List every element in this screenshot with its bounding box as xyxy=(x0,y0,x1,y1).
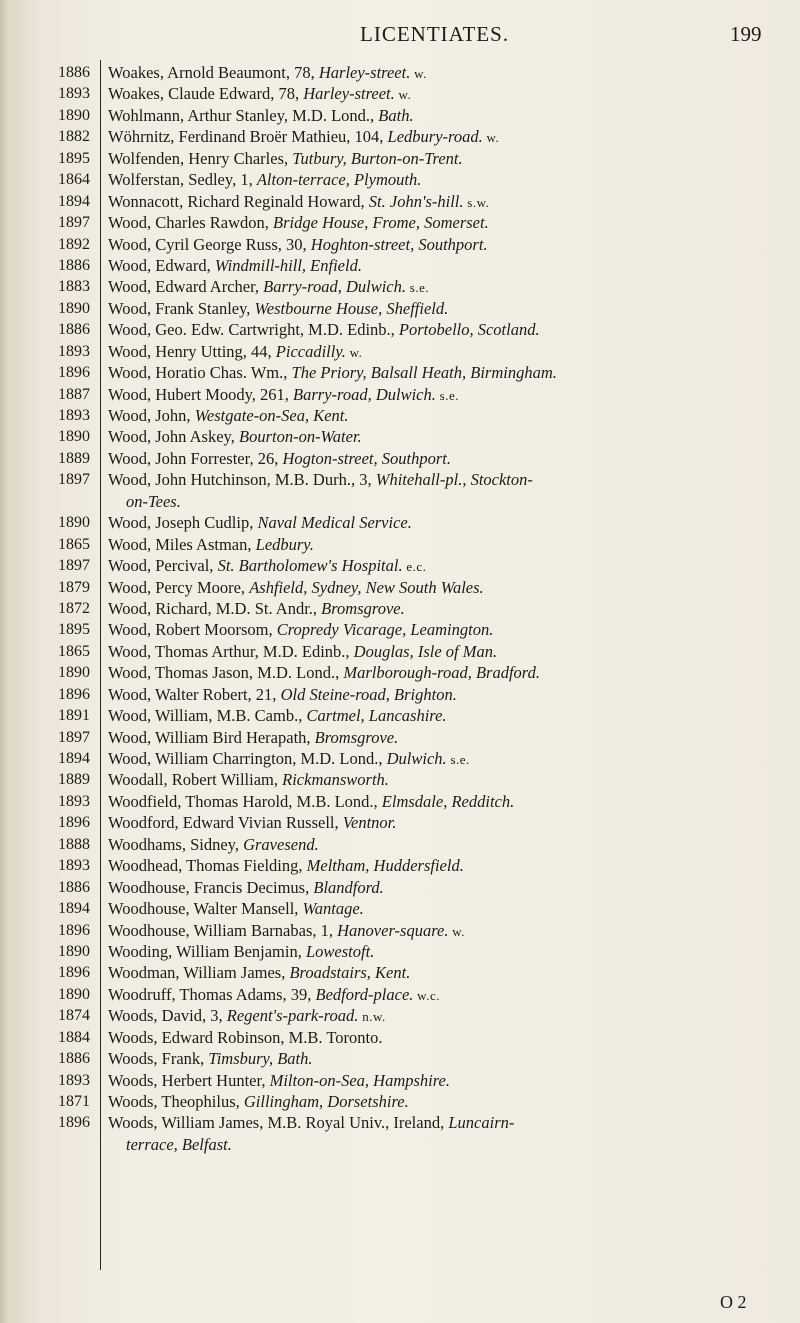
page-header xyxy=(0,14,800,46)
entry-name: Wood, Hubert Moody, 261, xyxy=(108,384,294,404)
year-entry xyxy=(20,1134,90,1155)
entry-address: Rickmansworth. xyxy=(282,770,389,790)
entry-name: Wood, Miles Astman, xyxy=(108,534,256,554)
year-entry: 1893 xyxy=(58,857,90,875)
licentiate-entry xyxy=(108,941,788,962)
licentiate-entry xyxy=(108,319,788,340)
year-entry: 1884 xyxy=(58,1028,90,1046)
year-entry: 1891 xyxy=(58,707,90,725)
entry-name: Wood, Horatio Chas. Wm., xyxy=(108,363,292,383)
entry-address: terrace, Belfast. xyxy=(126,1134,232,1154)
year-entry: 1896 xyxy=(58,814,90,832)
licentiate-entry xyxy=(108,898,788,919)
licentiate-entry xyxy=(108,748,788,769)
entry-address: Naval Medical Service. xyxy=(257,513,412,533)
licentiate-entry xyxy=(108,234,788,255)
year-entry: 1897 xyxy=(58,471,90,489)
entry-name: Wood, Thomas Jason, M.D. Lond., xyxy=(108,663,344,683)
licentiate-entry xyxy=(108,341,788,362)
year-entry: 1887 xyxy=(58,385,90,403)
licentiate-entry xyxy=(108,384,788,405)
year-entry: 1865 xyxy=(58,642,90,660)
entry-name: Woods, Herbert Hunter, xyxy=(108,1070,270,1090)
year-entry: 1896 xyxy=(58,685,90,703)
entry-name: Woods, Edward Robinson, M.B. Toronto. xyxy=(108,1027,383,1047)
entry-address: Cartmel, Lancashire. xyxy=(306,706,447,726)
entry-name: Wolferstan, Sedley, 1, xyxy=(108,170,257,190)
licentiate-entry xyxy=(108,727,788,748)
licentiate-entry xyxy=(108,83,788,104)
year-entry: 1883 xyxy=(58,278,90,296)
entry-name: Wood, Walter Robert, 21, xyxy=(108,684,281,704)
year-entry: 1893 xyxy=(58,792,90,810)
entry-district: w.c. xyxy=(413,987,440,1003)
year-entry: 1896 xyxy=(58,364,90,382)
entry-name: Wood, Richard, M.D. St. Andr., xyxy=(108,598,322,618)
year-entry: 1872 xyxy=(58,599,90,617)
licentiate-entry xyxy=(108,769,788,790)
entry-name: Wood, John Askey, xyxy=(108,427,239,447)
entry-name: Wohlmann, Arthur Stanley, M.D. Lond., xyxy=(108,105,379,125)
entry-address: Milton-on-Sea, Hampshire. xyxy=(269,1070,450,1090)
entry-address: Ledbury. xyxy=(255,534,314,554)
entry-name: Wood, John Hutchinson, M.B. Durh., 3, xyxy=(108,470,376,490)
running-title: LICENTIATES. xyxy=(360,22,510,46)
entry-address: Luncairn- xyxy=(448,1113,515,1133)
entry-address: Bromsgrove. xyxy=(321,598,405,618)
entry-name: Woodman, William James, xyxy=(108,963,290,983)
entry-name: Woodhams, Sidney, xyxy=(108,834,244,854)
year-entry: 1886 xyxy=(58,321,90,339)
entry-name: Wood, Charles Rawdon, xyxy=(108,213,274,233)
licentiate-entry xyxy=(108,1091,788,1112)
page-number: 199 xyxy=(730,22,762,46)
entry-address: Whitehall-pl., Stockton- xyxy=(375,470,533,490)
entry-address: Hoghton-street, Southport. xyxy=(310,234,488,254)
entry-address: Gillingham, Dorsetshire. xyxy=(243,1092,409,1111)
entry-address: Blandford. xyxy=(313,877,384,897)
year-entry: 1893 xyxy=(58,1071,90,1089)
licentiate-entry xyxy=(108,791,788,812)
entry-address: Cropredy Vicarage, Leamington. xyxy=(276,620,494,640)
entry-address: Westgate-on-Sea, Kent. xyxy=(194,406,349,425)
entry-district: s.e. xyxy=(435,387,459,403)
entry-name: Wood, Percy Moore, xyxy=(108,577,250,597)
entry-district: n.w. xyxy=(358,1009,386,1025)
entry-name: Wood, William Charrington, M.D. Lond., xyxy=(108,749,387,768)
year-entry: 1886 xyxy=(58,64,90,81)
entry-district: w. xyxy=(482,130,500,146)
entry-name: Woodfield, Thomas Harold, M.B. Lond., xyxy=(108,791,382,811)
entry-address: on-Tees. xyxy=(126,491,181,511)
entry-address: Gravesend. xyxy=(243,834,319,854)
licentiate-entry xyxy=(108,684,788,705)
year-entry: 1890 xyxy=(58,664,90,682)
licentiate-entry xyxy=(108,448,788,469)
entry-address: Marlborough-road, Bradford. xyxy=(343,663,540,683)
licentiate-entry xyxy=(108,469,788,490)
entry-address: Hanover-square. xyxy=(337,920,449,940)
licentiate-entry xyxy=(108,577,788,598)
entry-address: Bedford-place. xyxy=(315,984,414,1004)
entry-name: Woodhouse, Francis Decimus, xyxy=(108,877,314,897)
year-entry: 1888 xyxy=(58,835,90,853)
entry-district: s.e. xyxy=(446,752,470,767)
entry-address: Hogton-street, Southport. xyxy=(282,448,451,468)
entry-name: Woods, Theophilus, xyxy=(108,1092,244,1111)
year-entry: 1871 xyxy=(58,1093,90,1110)
licentiate-entry xyxy=(108,984,788,1005)
year-entry: 1895 xyxy=(58,149,90,167)
licentiate-entry xyxy=(108,1048,788,1069)
licentiate-entry xyxy=(108,169,788,190)
year-entry: 1874 xyxy=(58,1007,90,1025)
entry-name: Wöhrnitz, Ferdinand Broër Mathieu, 104, xyxy=(108,127,388,147)
year-entry: 1890 xyxy=(58,514,90,532)
year-entry: 1886 xyxy=(58,1050,90,1068)
year-entry: 1897 xyxy=(58,214,90,232)
licentiate-entry xyxy=(108,662,788,683)
entry-name: Wood, Percival, xyxy=(108,556,218,576)
year-entry: 1882 xyxy=(58,128,90,146)
entry-name: Woakes, Arnold Beaumont, 78, xyxy=(108,63,319,82)
year-entry: 1886 xyxy=(58,878,90,896)
licentiate-entry xyxy=(108,362,788,383)
entry-name: Woods, David, 3, xyxy=(108,1006,227,1026)
entry-name: Woakes, Claude Edward, 78, xyxy=(108,84,304,104)
entry-district: w. xyxy=(345,344,363,360)
year-entry: 1865 xyxy=(58,535,90,553)
entry-name: Woods, William James, M.B. Royal Univ., Ireland, xyxy=(108,1113,449,1133)
licentiate-entry xyxy=(108,962,788,983)
entry-name: Wood, Cyril George Russ, 30, xyxy=(108,234,311,254)
licentiate-entry xyxy=(108,191,788,212)
year-entry: 1893 xyxy=(58,342,90,360)
entry-name: Woods, Frank, xyxy=(108,1049,209,1069)
entry-name: Woodhouse, Walter Mansell, xyxy=(108,899,303,919)
licentiate-entry xyxy=(108,812,788,833)
entry-address: Bath. xyxy=(378,105,414,125)
entry-address: Timsbury, Bath. xyxy=(208,1049,313,1069)
entry-address: Harley-street. xyxy=(303,84,395,104)
entry-address: Douglas, Isle of Man. xyxy=(353,641,498,661)
entry-name: Wolfenden, Henry Charles, xyxy=(108,148,293,168)
entry-name: Wood, John, xyxy=(108,406,195,425)
year-entry: 1889 xyxy=(58,771,90,789)
year-entry: 1886 xyxy=(58,256,90,274)
year-column xyxy=(20,62,90,1155)
year-entry: 1893 xyxy=(58,85,90,103)
entry-address: Portobello, Scotland. xyxy=(398,320,540,340)
licentiate-entry xyxy=(108,1070,788,1091)
entry-district: w. xyxy=(448,923,465,939)
year-entry: 1896 xyxy=(58,964,90,982)
entry-district: s.w. xyxy=(463,194,490,210)
entry-district: s.e. xyxy=(406,280,430,296)
entry-address: Tutbury, Burton-on-Trent. xyxy=(292,148,463,168)
entry-district: w. xyxy=(410,66,427,81)
entry-name: Wood, Robert Moorsom, xyxy=(108,620,277,640)
licentiate-entry xyxy=(108,255,788,276)
entry-address: Lowestoft. xyxy=(305,941,375,961)
year-entry: 1879 xyxy=(58,578,90,596)
entry-name: Woodhead, Thomas Fielding, xyxy=(108,856,307,876)
entry-name: Woodruff, Thomas Adams, 39, xyxy=(108,984,316,1004)
year-entry: 1897 xyxy=(58,728,90,746)
licentiate-entry xyxy=(108,598,788,619)
year-entry xyxy=(20,491,90,512)
entries-column xyxy=(108,62,788,1155)
year-entry: 1895 xyxy=(58,621,90,639)
entry-address: Barry-road, Dulwich. xyxy=(293,384,436,404)
licentiate-entry xyxy=(108,298,788,319)
licentiate-entry xyxy=(108,426,788,447)
entry-address: Windmill-hill, Enfield. xyxy=(214,255,362,275)
entry-name: Wood, John Forrester, 26, xyxy=(108,448,283,468)
entry-address: Piccadilly. xyxy=(275,341,346,361)
entry-address: Westbourne House, Sheffield. xyxy=(254,298,449,318)
entry-address: St. Bartholomew's Hospital. xyxy=(217,556,403,576)
entry-address: Meltham, Huddersfield. xyxy=(306,856,464,876)
licentiate-entry xyxy=(108,148,788,169)
year-entry: 1892 xyxy=(58,235,90,253)
year-entry: 1890 xyxy=(58,299,90,317)
licentiate-entry xyxy=(108,405,788,426)
licentiate-entry xyxy=(108,512,788,533)
entry-name: Wood, Edward, xyxy=(108,255,215,275)
entry-address: Ledbury-road. xyxy=(387,127,483,147)
entry-name: Woodall, Robert William, xyxy=(108,770,283,790)
entry-name: Wood, Joseph Cudlip, xyxy=(108,513,258,533)
entry-address: Ventnor. xyxy=(342,813,397,833)
entry-name: Wood, Geo. Edw. Cartwright, M.D. Edinb., xyxy=(108,320,399,340)
licentiate-entry xyxy=(108,212,788,233)
licentiate-entry xyxy=(108,126,788,147)
licentiate-entry xyxy=(108,534,788,555)
entry-name: Wooding, William Benjamin, xyxy=(108,941,306,961)
entry-name: Woodford, Edward Vivian Russell, xyxy=(108,813,343,833)
entry-address: Harley-street. xyxy=(318,63,411,82)
year-entry: 1893 xyxy=(58,407,90,424)
entry-address: Barry-road, Dulwich. xyxy=(263,277,407,297)
licentiate-entry xyxy=(108,555,788,576)
licentiate-entry xyxy=(108,1005,788,1026)
entry-name: Wood, William, M.B. Camb., xyxy=(108,706,307,726)
year-entry: 1894 xyxy=(58,900,90,918)
entry-address: Alton-terrace, Plymouth. xyxy=(256,170,422,190)
entry-address: Old Steine-road, Brighton. xyxy=(280,684,457,704)
licentiate-entry xyxy=(108,834,788,855)
year-entry: 1894 xyxy=(58,192,90,210)
year-entry: 1896 xyxy=(58,921,90,939)
year-entry: 1890 xyxy=(58,942,90,960)
entry-address: The Priory, Balsall Heath, Birmingham. xyxy=(291,363,557,383)
entry-address: Elmsdale, Redditch. xyxy=(381,791,515,811)
entry-address: Broadstairs, Kent. xyxy=(289,963,411,983)
licentiate-entry xyxy=(108,619,788,640)
signature-mark: O 2 xyxy=(720,1292,747,1312)
licentiate-entry xyxy=(108,641,788,662)
licentiate-entry xyxy=(108,276,788,297)
column-rule xyxy=(100,60,101,1270)
entry-address: Ashfield, Sydney, New South Wales. xyxy=(249,577,484,597)
entry-name: Wood, Edward Archer, xyxy=(108,277,264,297)
entry-address: Regent's-park-road. xyxy=(226,1006,359,1026)
entry-name: Wood, Frank Stanley, xyxy=(108,298,255,318)
entry-name: Wood, William Bird Herapath, xyxy=(108,727,315,747)
year-entry: 1890 xyxy=(58,985,90,1003)
entry-address: Bromsgrove. xyxy=(314,727,399,747)
entry-address: Bridge House, Frome, Somerset. xyxy=(273,213,489,233)
entry-district: e.c. xyxy=(402,559,427,575)
licentiate-entry xyxy=(108,920,788,941)
year-entry: 1896 xyxy=(58,1114,90,1132)
licentiate-entry xyxy=(108,105,788,126)
entry-name: Woodhouse, William Barnabas, 1, xyxy=(108,920,338,940)
year-entry: 1890 xyxy=(58,106,90,124)
entry-district: w. xyxy=(394,87,412,103)
licentiate-entry xyxy=(108,1027,788,1048)
entry-address: St. John's-hill. xyxy=(368,191,464,211)
entry-name: Wood, Henry Utting, 44, xyxy=(108,341,276,361)
licentiate-entry xyxy=(108,62,788,83)
licentiate-entry xyxy=(108,877,788,898)
entry-continuation xyxy=(108,491,788,512)
entry-name: Wonnacott, Richard Reginald Howard, xyxy=(108,191,369,211)
licentiate-entry xyxy=(108,1112,788,1133)
licentiate-entry xyxy=(108,705,788,726)
year-entry: 1864 xyxy=(58,171,90,189)
year-entry: 1889 xyxy=(58,449,90,467)
entry-name: Wood, Thomas Arthur, M.D. Edinb., xyxy=(108,641,354,661)
licentiate-entry xyxy=(108,855,788,876)
page-spine-shadow xyxy=(0,0,10,1323)
entry-address: Wantage. xyxy=(302,899,364,919)
year-entry: 1890 xyxy=(58,428,90,446)
year-entry: 1894 xyxy=(58,750,90,767)
entry-address: Dulwich. xyxy=(386,749,447,768)
entry-continuation xyxy=(108,1134,788,1155)
year-entry: 1897 xyxy=(58,557,90,575)
entry-address: Bourton-on-Water. xyxy=(238,427,362,447)
